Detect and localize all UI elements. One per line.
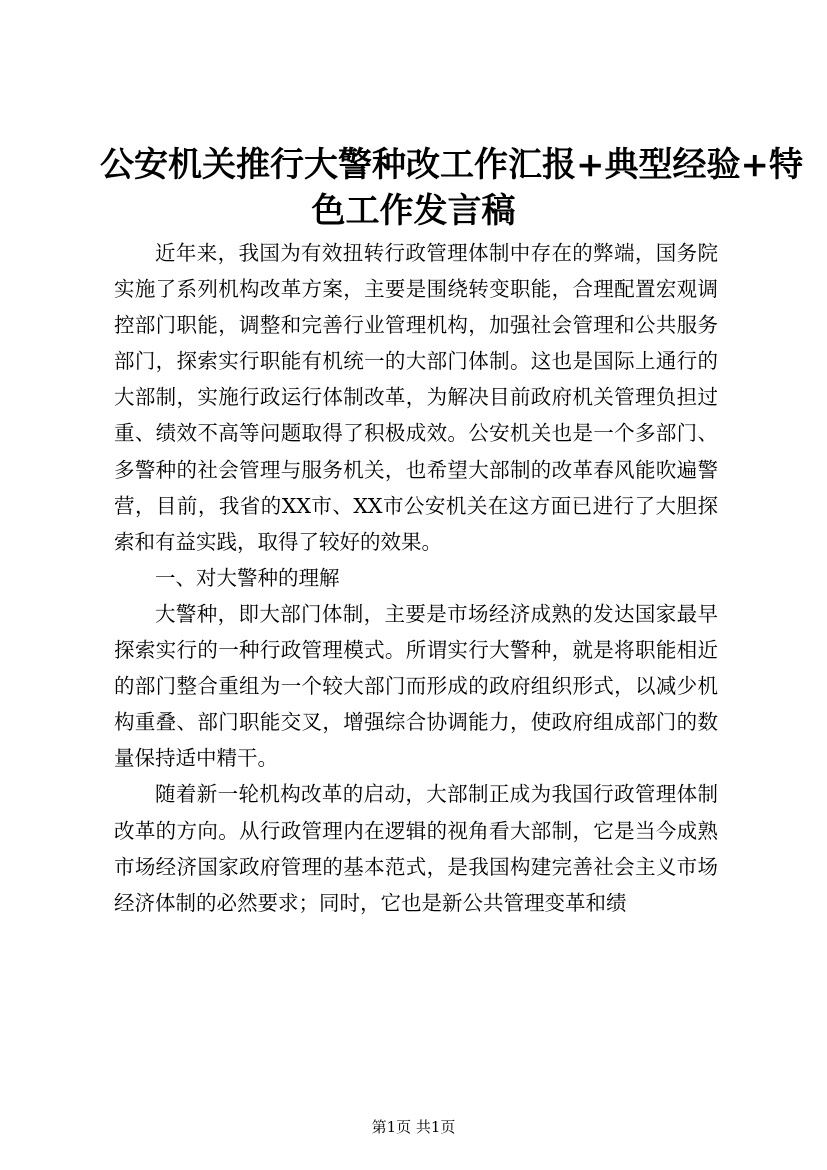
document-body bbox=[114, 235, 718, 921]
paragraph-intro: 近年来，我国为有效扭转行政管理体制中存在的弊端，国务院实施了系列机构改革方案，主要是围绕转变职能，合理配置宏观调控部门职能，调整和完善行业管理机构，加强社会管理和公共服务部门，探索实行职能有机统一的大部门体制。这也是国际上通行的大部制，实施行政运行体制改革，为解决目前政府机关管理负担过重、绩效不高等问题取得了积极成效。公安机关也是一个多部门、多警种的社会管理与服务机关，也希望大部制的改革春风能吹遍警营，目前，我省的XX市、XX市公安机关在这方面已进行了大胆探索和有益实践，取得了较好的效果。 bbox=[114, 241, 718, 554]
document-title bbox=[100, 142, 803, 234]
paragraph-reform-direction: 随着新一轮机构改革的启动，大部制正成为我国行政管理体制改革的方向。从行政管理内在逻辑的视角看大部制，它是当今成熟市场经济国家政府管理的基本范式，是我国构建完善社会主义市场经济体制的必然要求；同时，它也是新公共管理变革和绩 bbox=[114, 782, 718, 915]
page-footer: 第1页 共1页 bbox=[371, 1118, 456, 1136]
paragraph-definition: 大警种，即大部门体制，主要是市场经济成熟的发达国家最早探索实行的一种行政管理模式。所谓实行大警种，就是将职能相近的部门整合重组为一个较大部门而形成的政府组织形式，以减少机构重叠、部门职能交叉，增强综合协调能力，使政府组成部门的数量保持适中精干。 bbox=[114, 601, 718, 771]
title-line-1: 公安机关推行大警种改工作汇报+典型经验+特 bbox=[100, 145, 803, 185]
section-heading: 一、对大警种的理解 bbox=[155, 565, 340, 590]
title-line-2: 色工作发言稿 bbox=[311, 191, 516, 231]
